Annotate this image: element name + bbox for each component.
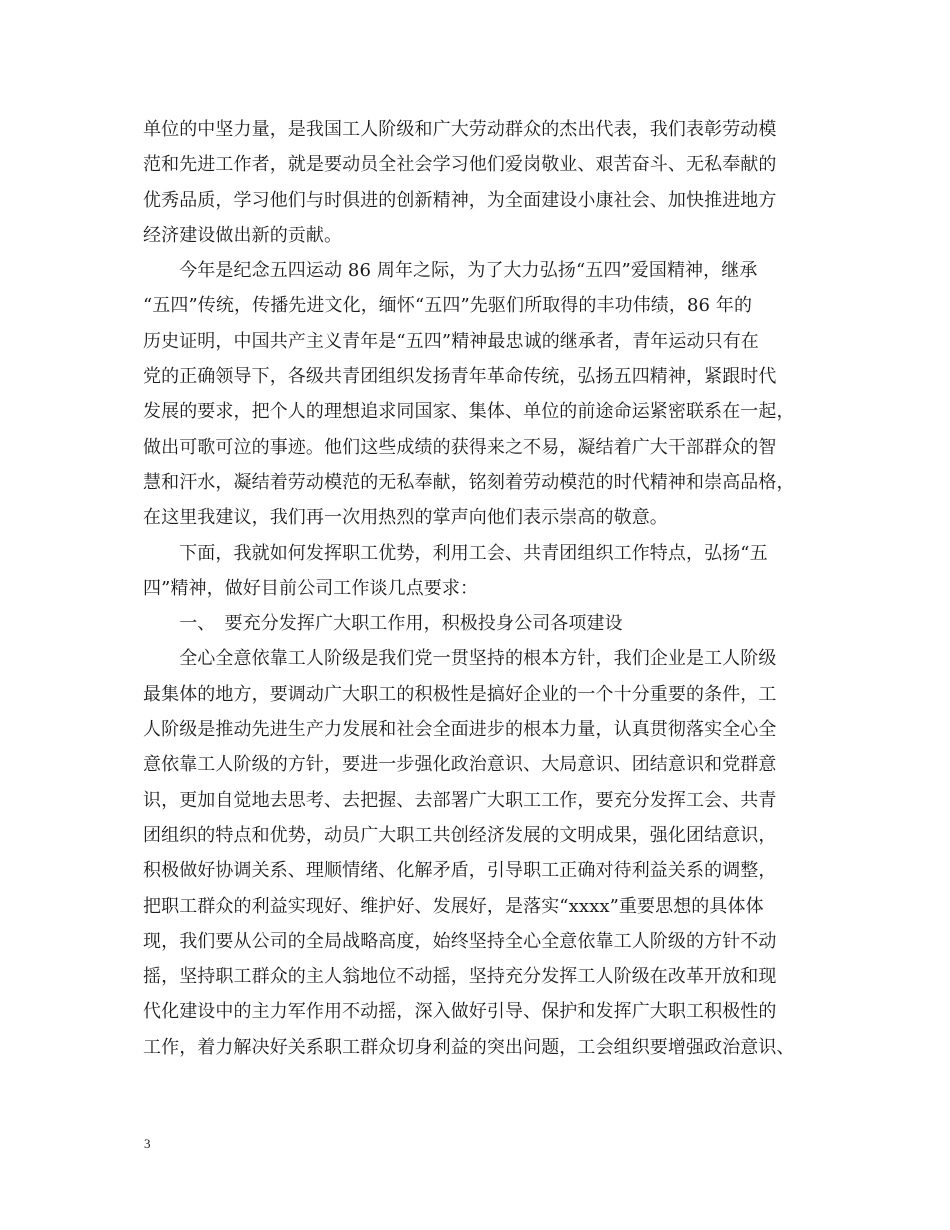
text-line: 历史证明，中国共产主义青年是“五四”精神最忠诚的继承者，青年运动只有在 [143, 330, 759, 352]
text-line: 今年是纪念五四运动 86 周年之际，为了大力弘扬“五四”爱国精神，继承 [143, 260, 758, 282]
text-line: 团组织的特点和优势，动员广大职工共创经济发展的文明成果，强化团结意识， [143, 824, 777, 846]
body-text [143, 112, 823, 1065]
text-line: “五四”传统，传播先进文化，缅怀“五四”先驱们所取得的丰功伟绩，86 年的 [143, 295, 753, 317]
text-line: 发展的要求，把个人的理想追求同国家、集体、单位的前途命运紧密联系在一起， [143, 401, 795, 423]
text-line: 优秀品质，学习他们与时俱进的创新精神，为全面建设小康社会、加快推进地方 [143, 189, 777, 211]
text-line: 识，更加自觉地去思考、去把握、去部署广大职工工作，要充分发挥工会、共青 [143, 789, 777, 811]
text-line: 工作，着力解决好关系职工群众切身利益的突出问题，工会组织要增强政治意识、 [143, 1036, 795, 1058]
text-line: 一、 要充分发挥广大职工作用，积极投身公司各项建设 [143, 613, 623, 635]
text-line: 现，我们要从公司的全局战略高度，始终坚持全心全意依靠工人阶级的方针不动 [143, 930, 777, 952]
text-line: 做出可歌可泣的事迹。他们这些成绩的获得来之不易，凝结着广大干部群众的智 [143, 436, 777, 458]
text-line: 党的正确领导下，各级共青团组织发扬青年革命传统，弘扬五四精神，紧跟时代 [143, 366, 777, 388]
text-line: 在这里我建议，我们再一次用热烈的掌声向他们表示崇高的敬意。 [143, 507, 668, 529]
text-line: 意依靠工人阶级的方针，要进一步强化政治意识、大局意识、团结意识和党群意 [143, 754, 777, 776]
text-line: 下面，我就如何发挥职工优势，利用工会、共青团组织工作特点，弘扬“五 [143, 542, 768, 564]
text-line: 慧和汗水，凝结着劳动模范的无私奉献，铭刻着劳动模范的时代精神和崇高品格， [143, 471, 795, 493]
text-line: 积极做好协调关系、理顺情绪、化解矛盾，引导职工正确对待利益关系的调整， [143, 860, 777, 882]
text-line: 四”精神，做好目前公司工作谈几点要求： [143, 577, 479, 599]
page-number: 3 [144, 1136, 151, 1151]
text-line: 代化建设中的主力军作用不动摇，深入做好引导、保护和发挥广大职工积极性的 [143, 1001, 777, 1023]
text-line: 人阶级是推动先进生产力发展和社会全面进步的根本力量，认真贯彻落实全心全 [143, 719, 777, 741]
text-line: 经济建设做出新的贡献。 [143, 224, 343, 246]
text-line: 把职工群众的利益实现好、维护好、发展好，是落实“xxxx”重要思想的具体体 [143, 895, 764, 917]
text-line: 范和先进工作者，就是要动员全社会学习他们爱岗敬业、艰苦奋斗、无私奉献的 [143, 154, 777, 176]
text-line: 摇，坚持职工群众的主人翁地位不动摇，坚持充分发挥工人阶级在改革开放和现 [143, 966, 777, 988]
text-line: 单位的中坚力量，是我国工人阶级和广大劳动群众的杰出代表，我们表彰劳动模 [143, 119, 777, 140]
text-line: 最集体的地方，要调动广大职工的积极性是搞好企业的一个十分重要的条件，工 [143, 683, 777, 705]
text-line: 全心全意依靠工人阶级是我们党一贯坚持的根本方针，我们企业是工人阶级 [143, 648, 777, 670]
